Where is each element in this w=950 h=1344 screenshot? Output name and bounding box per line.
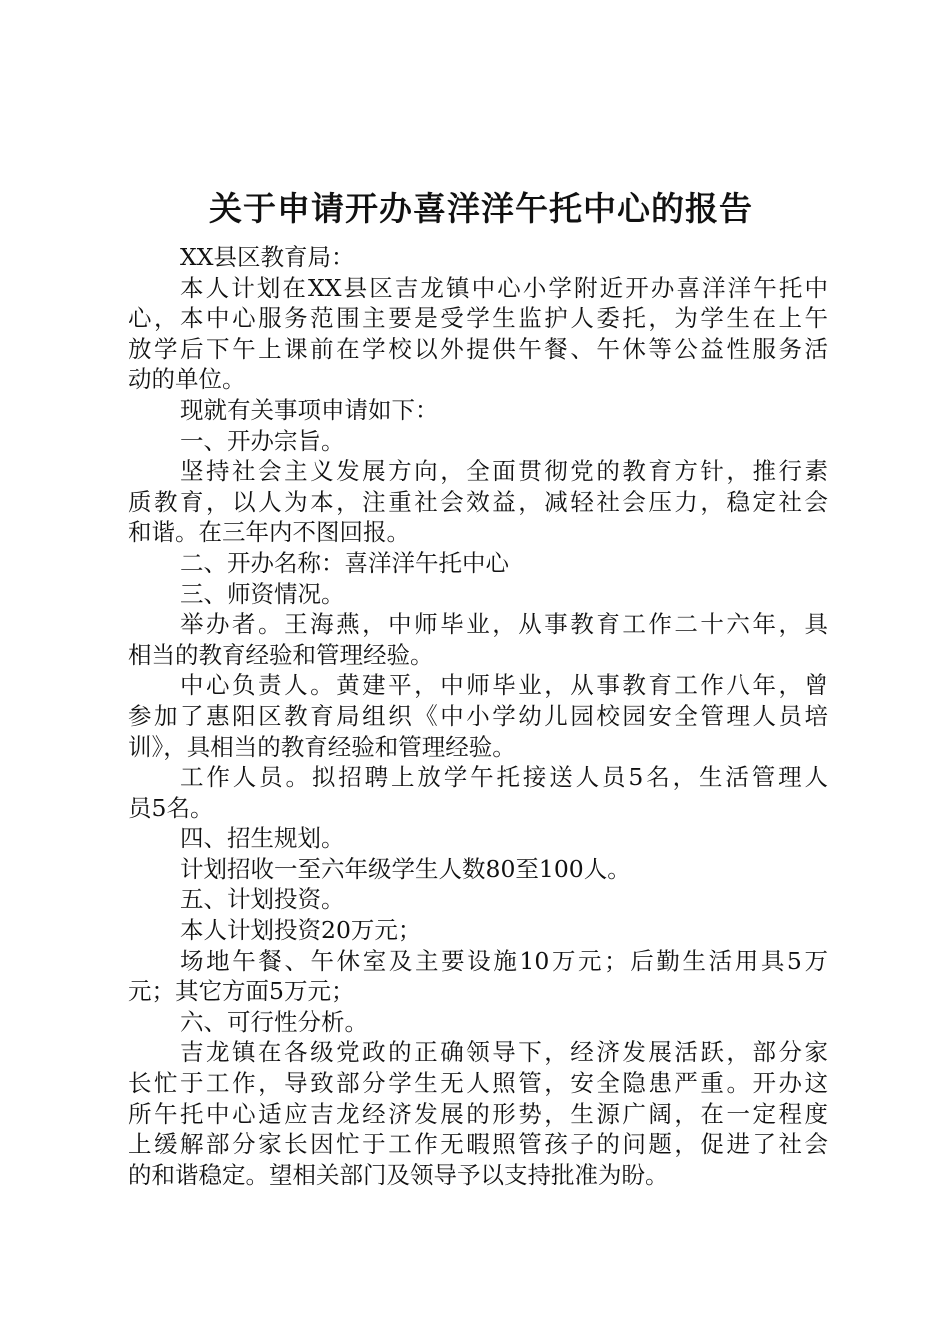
body-line: 元；其它方面5万元； — [128, 977, 355, 1006]
body-line: 现就有关事项申请如下： — [180, 395, 439, 424]
body-line: 质教育，以人为本，注重社会效益，减轻社会压力，稳定社会 — [128, 487, 828, 516]
body-line: 五、计划投资。 — [180, 885, 345, 914]
body-line: 六、可行性分析。 — [180, 1007, 368, 1036]
body-line: 场地午餐、午休室及主要设施10万元；后勤生活用具5万 — [180, 946, 828, 975]
body-line: 员5名。 — [128, 793, 214, 822]
body-line: 所午托中心适应吉龙经济发展的形势，生源广阔，在一定程度 — [128, 1099, 828, 1128]
body-line: 二、开办名称：喜洋洋午托中心 — [180, 548, 509, 577]
body-line: 计划招收一至六年级学生人数80至100人。 — [180, 854, 631, 883]
document-body — [128, 242, 828, 1190]
body-line: 吉龙镇在各级党政的正确领导下，经济发展活跃，部分家 — [180, 1038, 828, 1067]
document-title: 关于申请开办喜洋洋午托中心的报告 — [209, 189, 753, 228]
body-line: 上缓解部分家长因忙于工作无暇照管孩子的问题，促进了社会 — [128, 1130, 828, 1159]
body-line: 动的单位。 — [128, 365, 246, 394]
body-line: 举办者。王海燕，中师毕业，从事教育工作二十六年，具 — [180, 610, 828, 639]
body-line: 心，本中心服务范围主要是受学生监护人委托，为学生在上午 — [128, 304, 828, 333]
body-line: 四、招生规划。 — [180, 824, 345, 853]
body-line: 相当的教育经验和管理经验。 — [128, 640, 434, 669]
body-line: 参加了惠阳区教育局组织《中小学幼儿园校园安全管理人员培 — [128, 701, 828, 730]
body-line: 和谐。在三年内不图回报。 — [128, 518, 410, 547]
body-line: XX县区教育局： — [180, 243, 355, 271]
body-line: 坚持社会主义发展方向，全面贯彻党的教育方针，推行素 — [180, 457, 828, 486]
document-page — [128, 183, 828, 1190]
body-line: 本人计划投资20万元； — [180, 916, 422, 945]
body-line: 三、师资情况。 — [180, 579, 345, 608]
body-line: 工作人员。拟招聘上放学午托接送人员5名，生活管理人 — [180, 763, 828, 792]
body-line: 一、开办宗旨。 — [180, 426, 345, 455]
body-line: 训》，具相当的教育经验和管理经验。 — [128, 732, 516, 761]
body-line: 的和谐稳定。望相关部门及领导予以支持批准为盼。 — [128, 1160, 669, 1189]
body-line: 中心负责人。黄建平，中师毕业，从事教育工作八年，曾 — [180, 671, 828, 700]
body-line: 本人计划在XX县区吉龙镇中心小学附近开办喜洋洋午托中 — [180, 273, 828, 302]
body-line: 长忙于工作，导致部分学生无人照管，安全隐患严重。开办这 — [128, 1069, 828, 1098]
body-line: 放学后下午上课前在学校以外提供午餐、午休等公益性服务活 — [128, 334, 828, 363]
